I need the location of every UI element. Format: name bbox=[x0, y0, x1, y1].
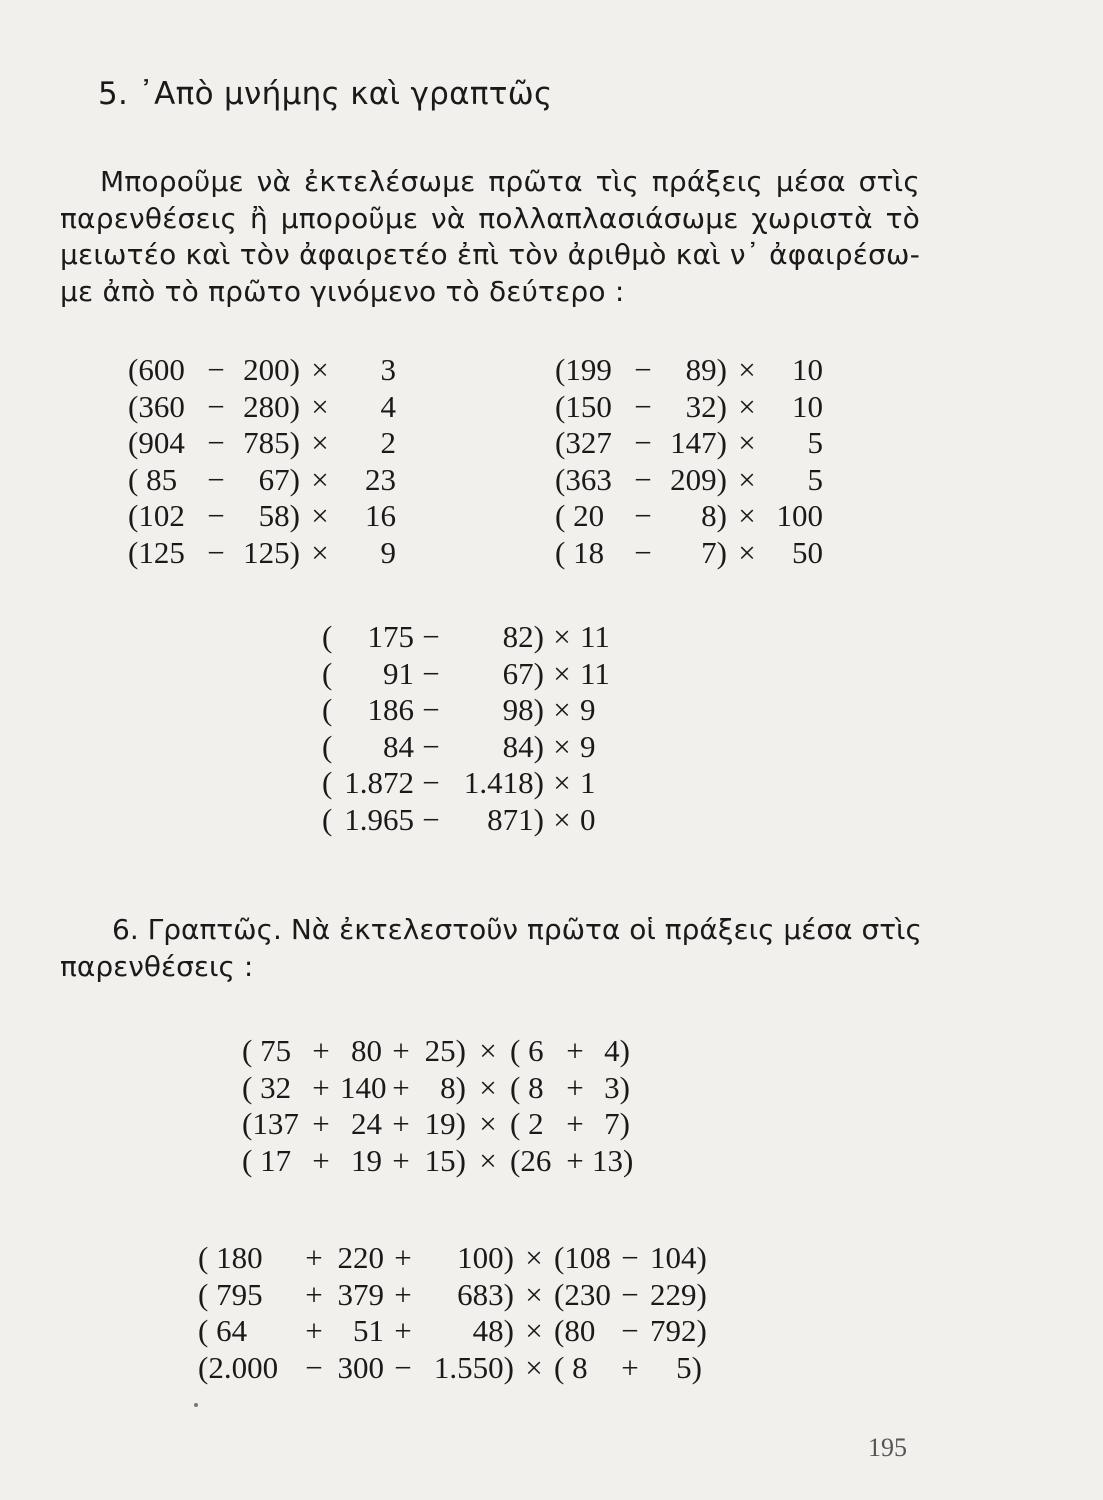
term: 7) bbox=[604, 1106, 630, 1141]
subtrahend: 147) bbox=[670, 425, 727, 460]
multiplier: 10 bbox=[792, 388, 823, 424]
multiplier: 3 bbox=[380, 352, 396, 387]
minuend: (360 bbox=[128, 388, 185, 424]
term: 104) bbox=[650, 1240, 707, 1275]
multiplier: 1 bbox=[580, 765, 596, 800]
open-paren: ( bbox=[322, 619, 333, 654]
term: ( 64 bbox=[198, 1313, 248, 1348]
minuend: (125 bbox=[128, 534, 185, 570]
subtrahend: 32) bbox=[685, 388, 727, 424]
times-sign: × bbox=[525, 1276, 543, 1312]
times-sign: × bbox=[553, 801, 571, 837]
term: ( 795 bbox=[198, 1276, 263, 1312]
minus-sign: − bbox=[634, 498, 652, 533]
exercise-group-1 bbox=[242, 1033, 634, 1179]
plus-sign: + bbox=[566, 1069, 584, 1105]
multiplier: 4 bbox=[380, 388, 396, 424]
plus-sign: + bbox=[312, 1033, 330, 1068]
plus-sign: + bbox=[392, 1106, 410, 1141]
page-number: 195 bbox=[868, 1433, 907, 1462]
minuend: (363 bbox=[555, 461, 612, 497]
multiplier: 100 bbox=[776, 498, 823, 533]
plus-sign: + bbox=[392, 1142, 410, 1178]
print-speck bbox=[194, 1403, 198, 1407]
term: (80 bbox=[554, 1313, 596, 1348]
term: (137 bbox=[242, 1106, 299, 1141]
term: 25) bbox=[424, 1033, 466, 1068]
exercise-list-center bbox=[322, 619, 610, 838]
minus-sign: − bbox=[634, 425, 652, 460]
section-5-paragraph bbox=[60, 164, 920, 310]
exercise-row bbox=[555, 498, 823, 535]
term: (108 bbox=[554, 1240, 611, 1275]
term: 8) bbox=[440, 1069, 466, 1105]
subtrahend: 209) bbox=[670, 461, 727, 497]
times-sign: × bbox=[479, 1033, 497, 1068]
minus-sign: − bbox=[422, 655, 440, 691]
times-sign: × bbox=[311, 534, 329, 570]
plus-sign: + bbox=[312, 1069, 330, 1105]
paragraph-line: παρενθέσεις ἢ μποροῦμε νὰ πολλαπλασιάσωμε χωριστὰ τὸ bbox=[60, 201, 920, 235]
term: ( 17 bbox=[242, 1142, 292, 1178]
minuend: ( 85 bbox=[128, 461, 178, 497]
subtrahend: 125) bbox=[243, 534, 300, 570]
minus-sign: − bbox=[207, 534, 225, 570]
exercise-row bbox=[322, 656, 610, 693]
operator-sign: + bbox=[305, 1313, 323, 1348]
operator-sign: + bbox=[621, 1349, 639, 1385]
exercise-row bbox=[128, 498, 396, 535]
times-sign: × bbox=[738, 461, 756, 497]
minus-sign: − bbox=[422, 728, 440, 764]
minuend: 1.872 bbox=[344, 765, 414, 800]
exercise-row bbox=[555, 535, 823, 572]
plus-sign: + bbox=[566, 1142, 584, 1178]
exercise-row bbox=[128, 389, 396, 426]
minuend: ( 18 bbox=[555, 534, 605, 570]
exercise-row bbox=[128, 535, 396, 572]
times-sign: × bbox=[738, 388, 756, 424]
operator-sign: + bbox=[305, 1240, 323, 1275]
minus-sign: − bbox=[207, 498, 225, 533]
multiplier: 0 bbox=[580, 801, 596, 837]
term: 140 bbox=[340, 1069, 387, 1105]
minus-sign: − bbox=[634, 461, 652, 497]
times-sign: × bbox=[553, 655, 571, 691]
open-paren: ( bbox=[322, 692, 333, 727]
subtrahend: 67) bbox=[502, 655, 544, 691]
minus-sign: − bbox=[207, 425, 225, 460]
subtrahend: 280) bbox=[243, 388, 300, 424]
exercise-list-left bbox=[128, 352, 396, 571]
multiplier: 11 bbox=[580, 655, 610, 691]
minuend: (102 bbox=[128, 498, 185, 533]
times-sign: × bbox=[525, 1313, 543, 1348]
term: 100) bbox=[457, 1240, 514, 1275]
minus-sign: − bbox=[207, 461, 225, 497]
times-sign: × bbox=[311, 352, 329, 387]
subtrahend: 84) bbox=[502, 728, 544, 764]
operator-sign: − bbox=[394, 1349, 412, 1385]
operator-sign: − bbox=[305, 1349, 323, 1385]
subtrahend: 785) bbox=[243, 425, 300, 460]
subtrahend: 58) bbox=[258, 498, 300, 533]
exercise-row bbox=[242, 1070, 630, 1107]
subtrahend: 8) bbox=[701, 498, 727, 533]
minuend: (150 bbox=[555, 388, 612, 424]
minus-sign: − bbox=[422, 765, 440, 800]
minus-sign: − bbox=[634, 388, 652, 424]
term: 220 bbox=[337, 1240, 384, 1275]
multiplier: 23 bbox=[365, 461, 396, 497]
open-paren: ( bbox=[322, 728, 333, 764]
subtrahend: 89) bbox=[685, 352, 727, 387]
minuend: (327 bbox=[555, 425, 612, 460]
times-sign: × bbox=[525, 1349, 543, 1385]
term: (2.000 bbox=[198, 1349, 279, 1385]
times-sign: × bbox=[479, 1142, 497, 1178]
term: 1.550) bbox=[433, 1349, 514, 1385]
times-sign: × bbox=[525, 1240, 543, 1275]
operator-sign: − bbox=[621, 1276, 639, 1312]
term: ( 8 bbox=[510, 1069, 544, 1105]
exercise-list-right bbox=[555, 352, 823, 571]
minus-sign: − bbox=[634, 534, 652, 570]
exercise-row bbox=[555, 462, 823, 499]
exercise-row bbox=[198, 1350, 702, 1387]
subtrahend: 67) bbox=[258, 461, 300, 497]
section-6-line-2: παρενθέσεις : bbox=[60, 949, 254, 983]
exercise-row bbox=[555, 425, 823, 462]
term: 4) bbox=[604, 1033, 630, 1068]
operator-sign: + bbox=[394, 1240, 412, 1275]
exercise-row bbox=[322, 729, 610, 766]
multiplier: 50 bbox=[792, 534, 823, 570]
term: ( 6 bbox=[510, 1033, 544, 1068]
multiplier: 2 bbox=[380, 425, 396, 460]
exercise-row bbox=[322, 802, 610, 839]
term: (26 bbox=[510, 1142, 552, 1178]
open-paren: ( bbox=[322, 801, 333, 837]
term: ( 32 bbox=[242, 1069, 292, 1105]
multiplier: 16 bbox=[365, 498, 396, 533]
multiplier: 5 bbox=[807, 425, 823, 460]
subtrahend: 1.418) bbox=[463, 765, 544, 800]
term: 15) bbox=[424, 1142, 466, 1178]
term: 683) bbox=[457, 1276, 514, 1312]
paragraph-line: Μποροῦμε νὰ ἐκτελέσωμε πρῶτα τὶς πράξεις μέσα στὶς bbox=[100, 165, 920, 198]
section-6-line-1: 6. Γραπτῶς. Νὰ ἐκτελεστοῦν πρῶτα οἱ πράξεις μέσα στὶς bbox=[112, 913, 922, 946]
subtrahend: 200) bbox=[243, 352, 300, 387]
minus-sign: − bbox=[634, 352, 652, 387]
times-sign: × bbox=[553, 728, 571, 764]
exercise-row bbox=[198, 1240, 707, 1277]
times-sign: × bbox=[479, 1106, 497, 1141]
minuend: (904 bbox=[128, 425, 185, 460]
times-sign: × bbox=[738, 534, 756, 570]
term: 3) bbox=[604, 1069, 630, 1105]
exercise-row bbox=[242, 1142, 634, 1180]
plus-sign: + bbox=[392, 1069, 410, 1105]
plus-sign: + bbox=[566, 1033, 584, 1068]
minus-sign: − bbox=[207, 388, 225, 424]
minuend: (600 bbox=[128, 352, 185, 387]
section-6-heading bbox=[60, 912, 920, 985]
exercise-row bbox=[555, 389, 823, 426]
multiplier: 9 bbox=[380, 534, 396, 570]
times-sign: × bbox=[311, 425, 329, 460]
times-sign: × bbox=[311, 388, 329, 424]
minuend: (199 bbox=[555, 352, 612, 387]
times-sign: × bbox=[738, 425, 756, 460]
exercise-row bbox=[198, 1313, 707, 1350]
term: 379 bbox=[337, 1276, 384, 1312]
minuend: 91 bbox=[383, 655, 414, 691]
open-paren: ( bbox=[322, 765, 333, 800]
exercise-row bbox=[128, 352, 396, 389]
multiplier: 11 bbox=[580, 619, 610, 654]
times-sign: × bbox=[311, 498, 329, 533]
operator-sign: − bbox=[621, 1313, 639, 1348]
term: ( 2 bbox=[510, 1106, 544, 1141]
minus-sign: − bbox=[422, 619, 440, 654]
exercise-row bbox=[242, 1106, 630, 1143]
multiplier: 10 bbox=[792, 352, 823, 387]
exercise-row bbox=[128, 462, 396, 499]
times-sign: × bbox=[479, 1069, 497, 1105]
subtrahend: 871) bbox=[487, 801, 544, 837]
term: 19 bbox=[351, 1142, 382, 1178]
minus-sign: − bbox=[422, 692, 440, 727]
multiplier: 9 bbox=[580, 728, 596, 764]
times-sign: × bbox=[553, 619, 571, 654]
exercise-row bbox=[555, 352, 823, 389]
term: ( 75 bbox=[242, 1033, 292, 1068]
operator-sign: − bbox=[621, 1240, 639, 1275]
exercise-group-2 bbox=[198, 1240, 707, 1386]
times-sign: × bbox=[553, 692, 571, 727]
times-sign: × bbox=[553, 765, 571, 800]
times-sign: × bbox=[311, 461, 329, 497]
paragraph-line: μειωτέο καὶ τὸν ἀφαιρετέο ἐπὶ τὸν ἀριθμὸ καὶ ν᾿ ἀφαιρέσω- bbox=[60, 238, 920, 271]
operator-sign: + bbox=[305, 1276, 323, 1312]
plus-sign: + bbox=[392, 1033, 410, 1068]
operator-sign: + bbox=[394, 1276, 412, 1312]
plus-sign: + bbox=[566, 1106, 584, 1141]
multiplier: 9 bbox=[580, 692, 596, 727]
term: 5) bbox=[676, 1349, 702, 1385]
term: 300 bbox=[337, 1349, 384, 1385]
term: 792) bbox=[650, 1313, 707, 1348]
subtrahend: 82) bbox=[502, 619, 544, 654]
plus-sign: + bbox=[312, 1142, 330, 1178]
minuend: 84 bbox=[383, 728, 414, 764]
exercise-row bbox=[242, 1033, 630, 1070]
term: 80 bbox=[351, 1033, 382, 1068]
plus-sign: + bbox=[312, 1106, 330, 1141]
times-sign: × bbox=[738, 498, 756, 533]
exercise-row bbox=[322, 765, 610, 802]
term: 48) bbox=[472, 1313, 514, 1348]
term: 51 bbox=[353, 1313, 384, 1348]
term: (230 bbox=[554, 1276, 611, 1312]
term: 24 bbox=[351, 1106, 382, 1141]
exercise-row bbox=[322, 692, 610, 729]
minus-sign: − bbox=[422, 801, 440, 837]
term: 19) bbox=[424, 1106, 466, 1141]
minuend: 186 bbox=[367, 692, 414, 727]
paragraph-line: με ἀπὸ τὸ πρῶτο γινόμενο τὸ δεύτερο : bbox=[60, 274, 625, 308]
term: 229) bbox=[650, 1276, 707, 1312]
section-5-heading: 5. ᾿Απὸ μνήμης καὶ γραπτῶς bbox=[98, 76, 553, 112]
minuend: 1.965 bbox=[344, 801, 414, 837]
open-paren: ( bbox=[322, 655, 333, 691]
exercise-row bbox=[322, 619, 610, 656]
subtrahend: 98) bbox=[502, 692, 544, 727]
operator-sign: + bbox=[394, 1313, 412, 1348]
minuend: ( 20 bbox=[555, 498, 605, 533]
exercise-row bbox=[198, 1276, 707, 1314]
term: ( 8 bbox=[554, 1349, 588, 1385]
subtrahend: 7) bbox=[701, 534, 727, 570]
term: ( 180 bbox=[198, 1240, 263, 1275]
times-sign: × bbox=[738, 352, 756, 387]
minus-sign: − bbox=[207, 352, 225, 387]
minuend: 175 bbox=[367, 619, 414, 654]
multiplier: 5 bbox=[807, 461, 823, 497]
term: 13) bbox=[592, 1142, 634, 1178]
exercise-row bbox=[128, 425, 396, 462]
